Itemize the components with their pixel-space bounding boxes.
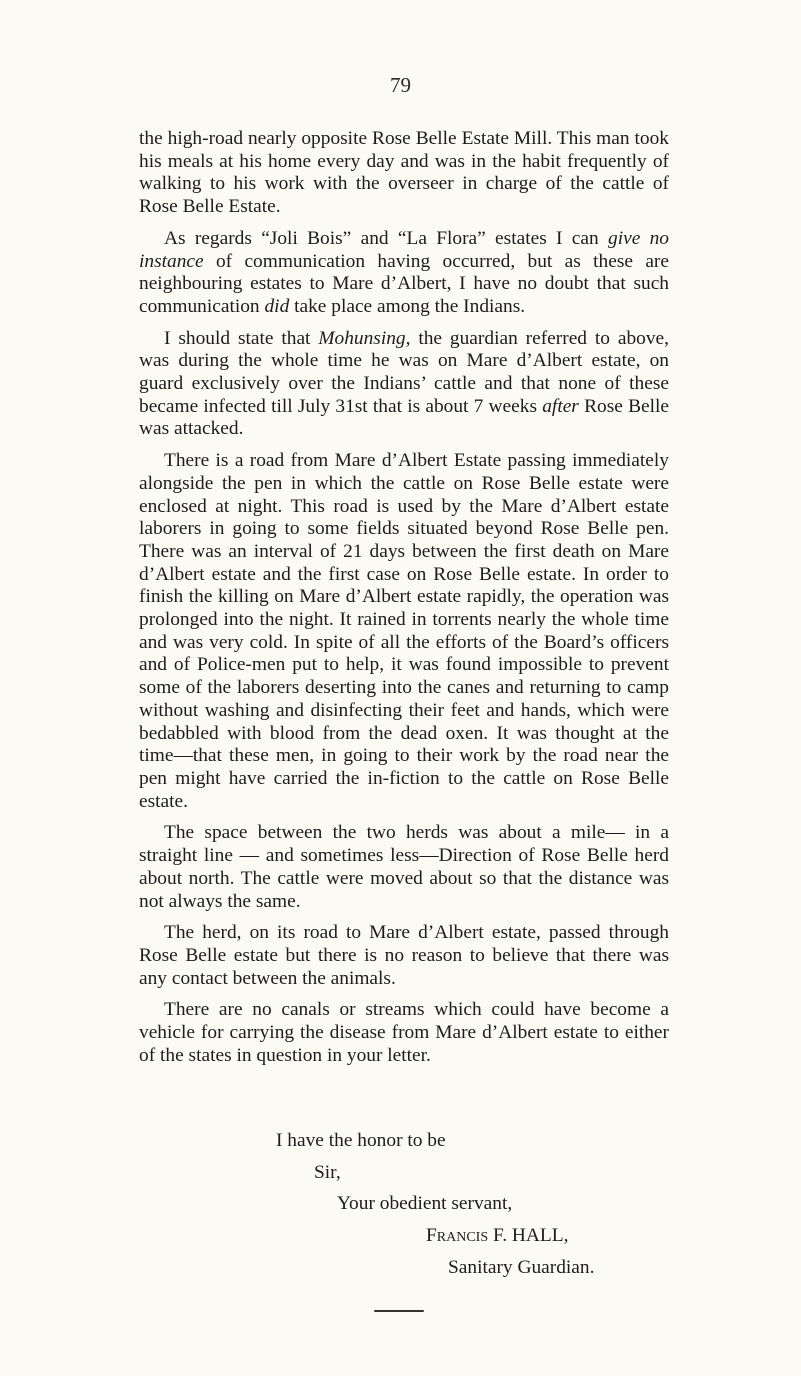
paragraph-3-italic-1: Mohunsing	[318, 327, 406, 349]
paragraph-2-text-b: of communication having occurred, but as these are neighbouring estates to Mare d’Albert, I have no doubt that such communication	[139, 250, 669, 317]
signature-surname: F. HALL,	[493, 1225, 569, 1246]
letter-body	[139, 128, 669, 1076]
signature-name	[426, 1225, 568, 1248]
paragraph-5: The space between the two herds was about a mile— in a straight line — and sometimes less—Direction of Rose Belle herd about north. The cattle were moved about so that the distance was not always the same.	[139, 822, 669, 912]
closing-honor-line: I have the honor to be	[276, 1130, 446, 1151]
paragraph-6: The herd, on its road to Mare d’Albert estate, passed through Rose Belle estate but there is no reason to believe that there was any contact between the animals.	[139, 922, 669, 989]
paragraph-4: There is a road from Mare d’Albert Estate passing immediately alongside the pen in which the cattle on Rose Belle estate were enclosed at night. This road is used by the Mare d’Albert estate laborers in going to some fields situated beyond Rose Belle pen. There was an interval of 21 days between the first death on Mare d’Albert estate and the first case on Rose Belle estate. In order to finish the killing on Mare d’Albert estate rapidly, the operation was prolonged into the night. It rained in torrents nearly the whole time and was very cold. In spite of all the efforts of the Board’s officers and of Police-men put to help, it was found impossible to prevent some of the laborers deserting into the canes and returning to camp without washing and disinfecting their feet and hands, which were bedabbled with blood from the dead oxen. It was thought at the time—that these men, in going to their work by the road near the pen might have carried the in-fiction to the cattle on Rose Belle estate.	[139, 450, 669, 812]
signature-title: Sanitary Guardian.	[448, 1257, 595, 1278]
paragraph-3	[139, 328, 669, 442]
closing-servant-line: Your obedient servant,	[337, 1193, 513, 1214]
paragraph-3-text-c: Rose Belle was attacked.	[139, 395, 669, 440]
paragraph-2-italic-2: did	[264, 295, 290, 317]
paragraph-3-text-b: , the guardian referred to above, was during the whole time he was on Mare d’Albert estate, on guard exclusively over the Indians’ cattle and that none of these became infected till July 31st that is about 7 weeks	[139, 327, 669, 417]
paragraph-3-italic-2: after	[542, 395, 579, 417]
paragraph-3-text-a: I should state that	[164, 327, 319, 349]
signature-first-name: Francis	[426, 1225, 489, 1246]
page-number: 79	[390, 73, 411, 97]
paragraph-2-text-c: take place among the Indians.	[289, 295, 526, 317]
paragraph-1: the high-road nearly opposite Rose Belle Estate Mill. This man took his meals at his home every day and was in the habit frequently of walking to his work with the overseer in charge of the cattle of Rose Belle Estate.	[139, 128, 669, 218]
paragraph-7: There are no canals or streams which could have become a vehicle for carrying the disease from Mare d’Albert estate to either of the states in question in your letter.	[139, 999, 669, 1066]
closing-rule	[374, 1310, 424, 1312]
paragraph-2	[139, 228, 669, 319]
paragraph-2-italic-1: give no instance	[139, 227, 669, 272]
closing-salutation: Sir,	[314, 1162, 341, 1183]
paragraph-2-text-a: As regards “Joli Bois” and “La Flora” estates I can	[164, 227, 608, 249]
